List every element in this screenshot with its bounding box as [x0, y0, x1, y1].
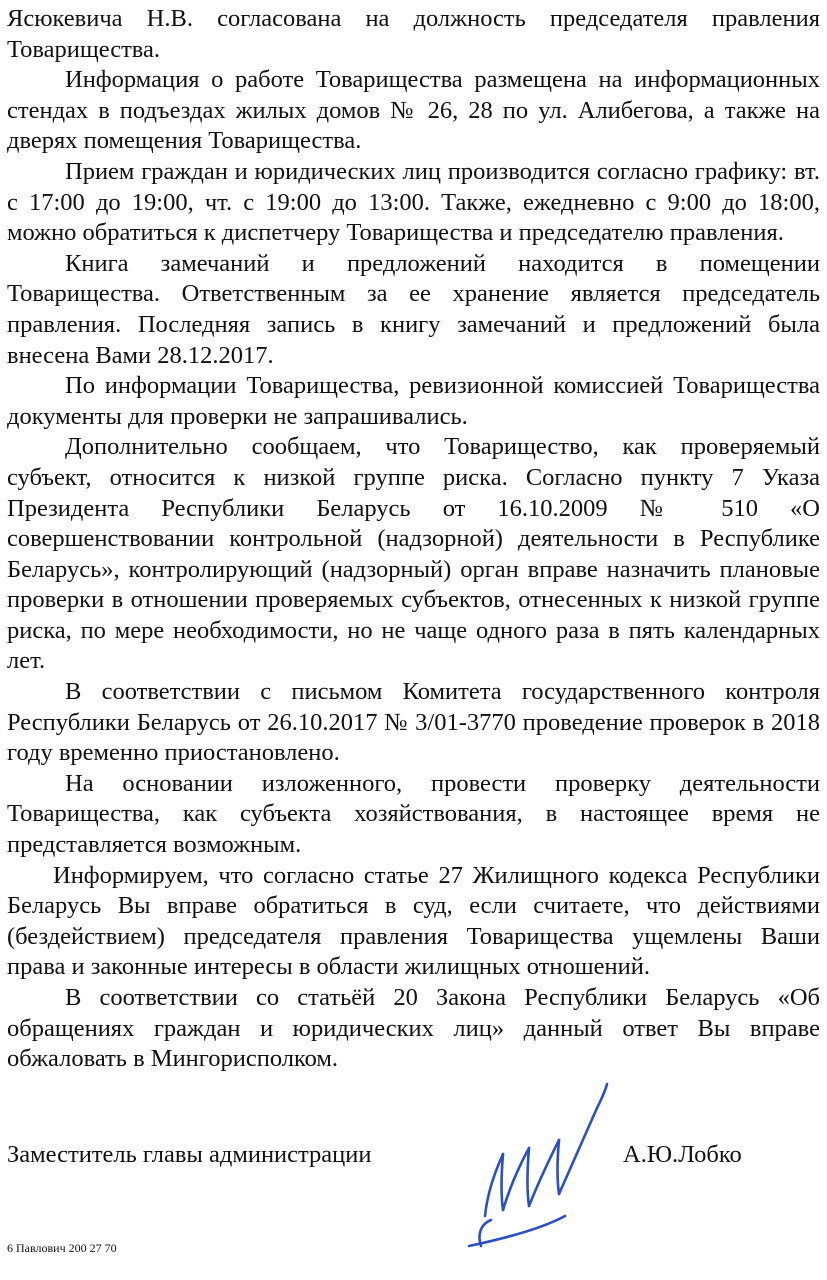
- paragraph-1: Ясюкевича Н.В. согласована на должность председателя правления Товарищества.: [7, 5, 820, 63]
- paragraph-6: Дополнительно сообщаем, что Товарищество, как проверяемый субъект, относится к низкой группе риска. Согласно пункту 7 Указа Президента Республики Беларусь от 16.10.2009 № 510 «О совершенствовании контрольной (надзорной) деятельности в Республике Беларусь», контролирующий (надзорный) орган вправе назначить плановые проверки в отношении проверяемых субъектов, отнесенных к низкой группе риска, по мере необходимости, но не чаще одного раза в пять календарных лет.: [7, 433, 820, 675]
- signatory-name: А.Ю.Лобко: [623, 1141, 742, 1168]
- paragraph-3: Прием граждан и юридических лиц производится согласно графику: вт. с 17:00 до 19:00, чт. с 19:00 до 13:00. Также, ежедневно с 9:00 до 18:00, можно обратиться к диспетчеру Товарищества и председателю правления.: [7, 157, 820, 247]
- signature-block: [7, 1140, 820, 1250]
- footer-contact: 6 Павлович 200 27 70: [7, 1241, 117, 1255]
- paragraph-10: В соответствии со статьёй 20 Закона Республики Беларусь «Об обращениях граждан и юридических лиц» данный ответ Вы вправе обжаловать в Мингорисполком.: [7, 984, 820, 1073]
- handwritten-signature: [447, 1078, 627, 1253]
- paragraph-5: По информации Товарищества, ревизионной комиссией Товарищества документы для проверки не запрашивались.: [7, 372, 820, 430]
- paragraph-9: Информируем, что согласно статье 27 Жилищного кодекса Республики Беларусь Вы вправе обратиться в суд, если считаете, что действиями (бездействием) председателя правления Товарищества ущемлены Ваши права и законные интересы в области жилищных отношений.: [7, 861, 820, 981]
- paragraph-7: В соответствии с письмом Комитета государственного контроля Республики Беларусь от 26.10.2017 № 3/01-3770 проведение проверок в 2018 году временно приостановлено.: [7, 678, 820, 767]
- document-body: [7, 4, 820, 1075]
- paragraph-8: На основании изложенного, провести проверку деятельности Товарищества, как субъекта хозяйствования, в настоящее время не представляется возможным.: [7, 769, 820, 859]
- paragraph-4: Книга замечаний и предложений находится в помещении Товарищества. Ответственным за ее хранение является председатель правления. Последняя запись в книгу замечаний и предложений была внесена Вами 28.12.2017.: [7, 249, 820, 369]
- signatory-title: Заместитель главы администрации: [7, 1141, 372, 1168]
- paragraph-2: Информация о работе Товарищества размещена на информационных стендах в подъездах жилых домов № 26, 28 по ул. Алибегова, а также на дверях помещения Товарищества.: [7, 66, 820, 155]
